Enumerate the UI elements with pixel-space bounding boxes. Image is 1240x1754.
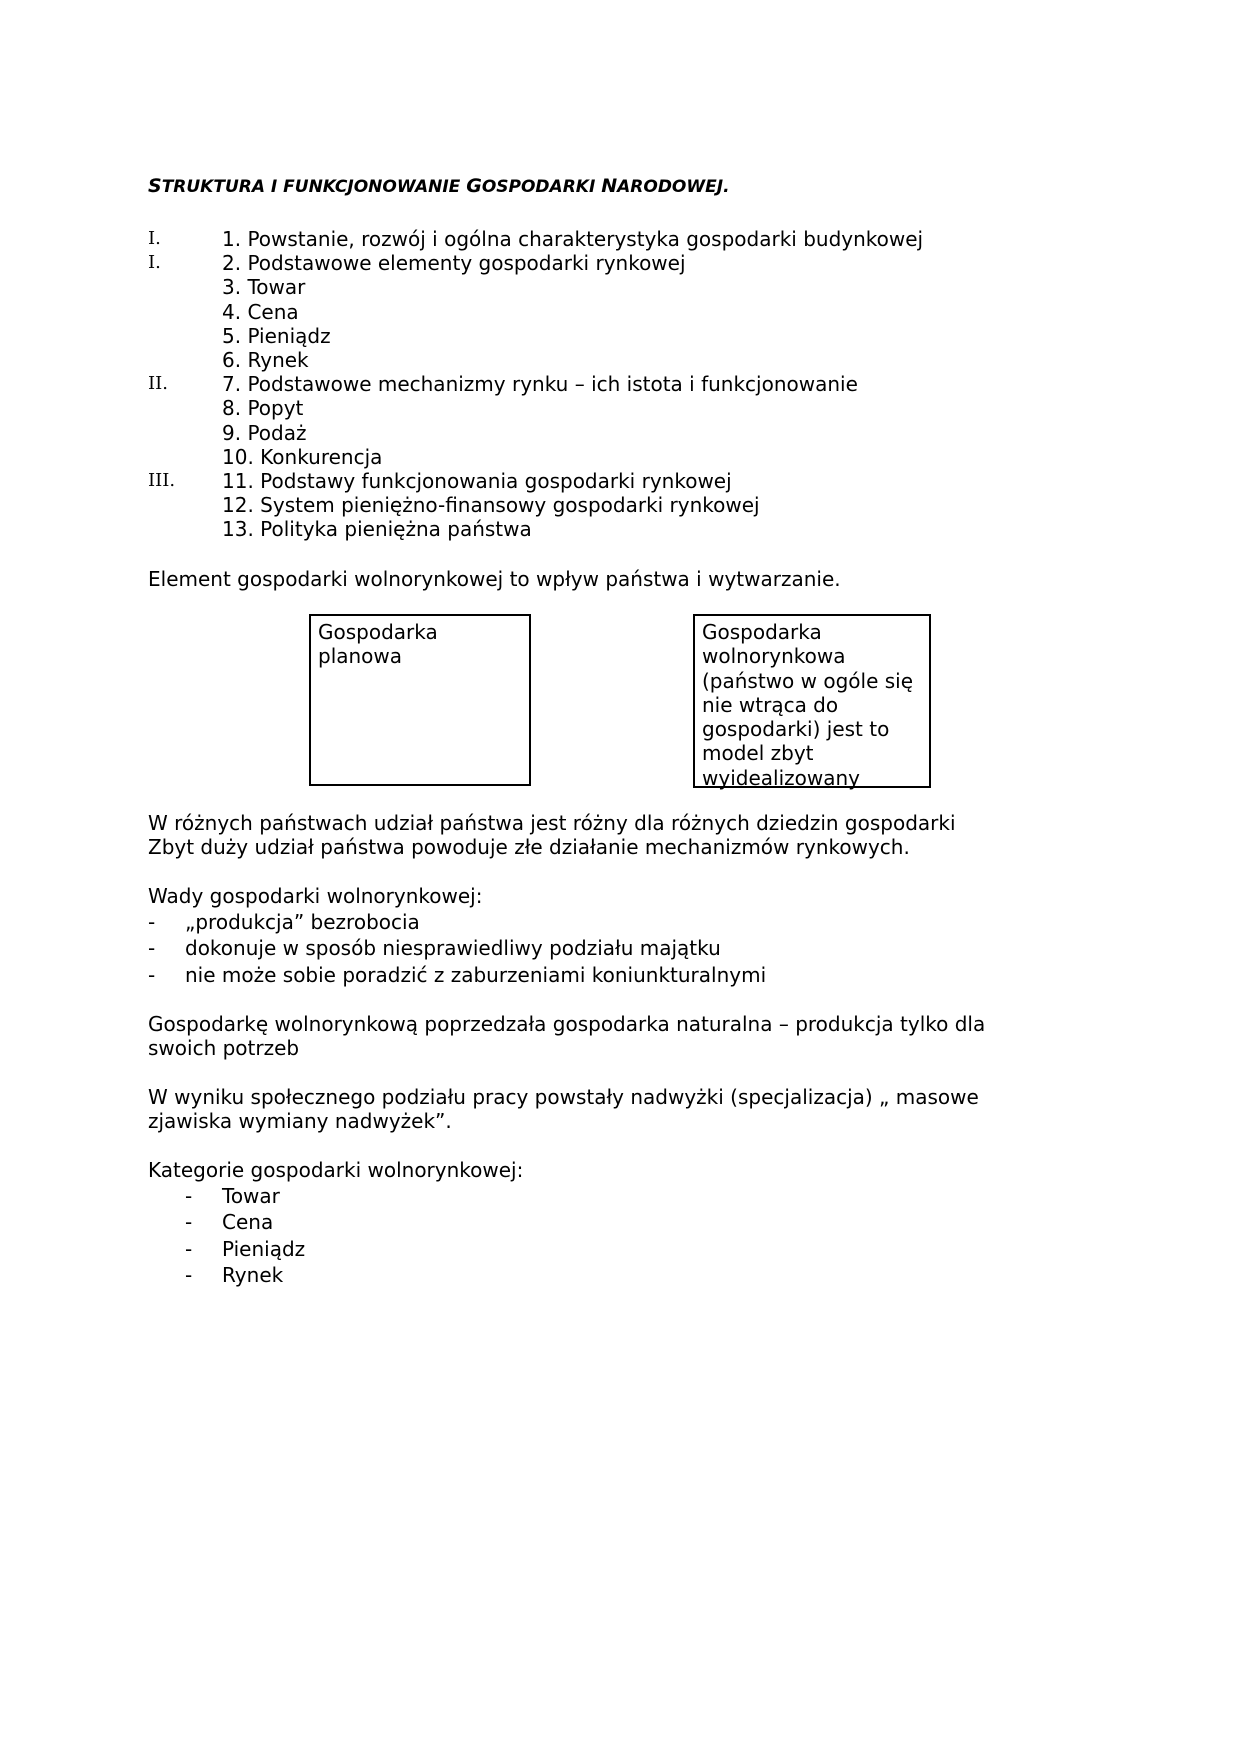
- box-line: Gospodarka: [702, 620, 822, 644]
- list-item: [148, 963, 1048, 989]
- flaws-heading-text: Wady gospodarki wolnorynkowej:: [148, 884, 483, 908]
- topic-outline: [148, 227, 1148, 541]
- list-item: [185, 1184, 785, 1210]
- title-part-3: ARODOWEJ.: [617, 177, 730, 197]
- list-item-text: Rynek: [222, 1262, 284, 1287]
- list-dash: -: [185, 1210, 193, 1235]
- list-item-text: Pieniądz: [222, 1236, 306, 1261]
- list-item-text: Towar: [222, 1184, 280, 1208]
- outline-item: 12. System pieniężno-finansowy gospodarki rynkowej: [222, 493, 760, 518]
- outline-row: [148, 372, 1148, 396]
- categories-heading: [148, 1158, 1048, 1182]
- outline-item: 2. Podstawowe elementy gospodarki rynkowej: [222, 251, 686, 276]
- paragraph-line: swoich potrzeb: [148, 1036, 300, 1060]
- title-initial-s: S: [148, 175, 162, 197]
- categories-list: [185, 1184, 785, 1289]
- paragraph-line: W różnych państwach udział państwa jest różny dla różnych dziedzin gospodarki: [148, 811, 956, 835]
- outline-roman: I.: [148, 252, 161, 274]
- outline-item: 3. Towar: [222, 275, 306, 300]
- outline-row: [148, 324, 1148, 348]
- free-market-box: [693, 614, 931, 788]
- outline-roman: III.: [148, 469, 176, 491]
- box-line: Gospodarka: [318, 620, 438, 644]
- list-item: [148, 910, 1048, 936]
- outline-row: [148, 517, 1148, 541]
- list-dash: -: [148, 936, 156, 961]
- planned-economy-box: [309, 614, 531, 786]
- paragraph-line: Zbyt duży udział państwa powoduje złe działanie mechanizmów rynkowych.: [148, 835, 910, 859]
- outline-roman: I.: [148, 228, 161, 249]
- outline-row: [148, 227, 1148, 251]
- outline-row: [148, 421, 1148, 445]
- outline-row: [148, 493, 1148, 517]
- paragraph-line: zjawiska wymiany nadwyżek”.: [148, 1109, 452, 1133]
- outline-item: 8. Popyt: [222, 396, 304, 421]
- box-line: nie wtrąca do: [702, 692, 839, 717]
- title-initial-n: N: [601, 175, 618, 197]
- list-item: [185, 1210, 785, 1236]
- outline-item: 4. Cena: [222, 299, 299, 324]
- list-item: [148, 936, 1048, 962]
- outline-row: [148, 251, 1148, 275]
- outline-roman: II.: [148, 373, 168, 395]
- outline-item: 1. Powstanie, rozwój i ogólna charakterystyka gospodarki budynkowej: [222, 227, 924, 251]
- outline-item: 6. Rynek: [222, 347, 309, 372]
- box-line: gospodarki) jest to: [702, 717, 890, 742]
- box-line: (państwo w ogóle się: [702, 668, 914, 693]
- outline-row: [148, 275, 1148, 299]
- outline-item: 7. Podstawowe mechanizmy rynku – ich istota i funkcjonowanie: [222, 372, 858, 397]
- paragraph-line: W wyniku społecznego podziału pracy powstały nadwyżki (specjalizacja) „ masowe: [148, 1085, 979, 1109]
- paragraph-line: Gospodarkę wolnorynkową poprzedzała gospodarka naturalna – produkcja tylko dla: [148, 1012, 986, 1036]
- element-paragraph: [148, 567, 1048, 591]
- list-item-text: Cena: [222, 1210, 274, 1235]
- box-line: planowa: [318, 644, 403, 669]
- outline-item: 10. Konkurencja: [222, 444, 383, 469]
- flaws-list: [148, 910, 1048, 989]
- list-item-text: dokonuje w sposób niesprawiedliwy podziału majątku: [185, 936, 721, 961]
- box-line: wyidealizowany: [702, 765, 860, 790]
- title-part-2: OSPODARKI: [481, 177, 602, 197]
- outline-row: [148, 445, 1148, 469]
- list-item: [185, 1263, 785, 1289]
- outline-item: 13. Polityka pieniężna państwa: [222, 517, 532, 542]
- list-item-text: „produkcja” bezrobocia: [185, 910, 420, 934]
- categories-heading-text: Kategorie gospodarki wolnorynkowej:: [148, 1158, 524, 1182]
- list-dash: -: [148, 910, 156, 934]
- list-item-text: nie może sobie poradzić z zaburzeniami koniunkturalnymi: [185, 962, 767, 987]
- element-line: Element gospodarki wolnorynkowej to wpływ państwa i wytwarzanie.: [148, 567, 841, 591]
- outline-row: [148, 469, 1148, 493]
- box-line: model zbyt: [702, 741, 814, 766]
- title-part-1: TRUKTURA I FUNKCJONOWANIE: [161, 177, 467, 197]
- flaws-heading: [148, 884, 1048, 908]
- outline-row: [148, 348, 1148, 372]
- title-initial-g: G: [466, 175, 482, 197]
- list-dash: -: [185, 1184, 193, 1208]
- document-title: [148, 174, 730, 199]
- box-line: wolnorynkowa: [702, 644, 846, 669]
- outline-item: 11. Podstawy funkcjonowania gospodarki rynkowej: [222, 468, 732, 493]
- list-item: [185, 1237, 785, 1263]
- outline-row: [148, 300, 1148, 324]
- state-share-paragraph: [148, 811, 1048, 859]
- list-dash: -: [185, 1236, 193, 1261]
- outline-item: 5. Pieniądz: [222, 323, 331, 348]
- outline-item: 9. Podaż: [222, 420, 307, 445]
- division-paragraph: [148, 1085, 1048, 1133]
- natural-economy-paragraph: [148, 1012, 1048, 1060]
- list-dash: -: [148, 962, 156, 987]
- outline-row: [148, 396, 1148, 420]
- list-dash: -: [185, 1262, 193, 1287]
